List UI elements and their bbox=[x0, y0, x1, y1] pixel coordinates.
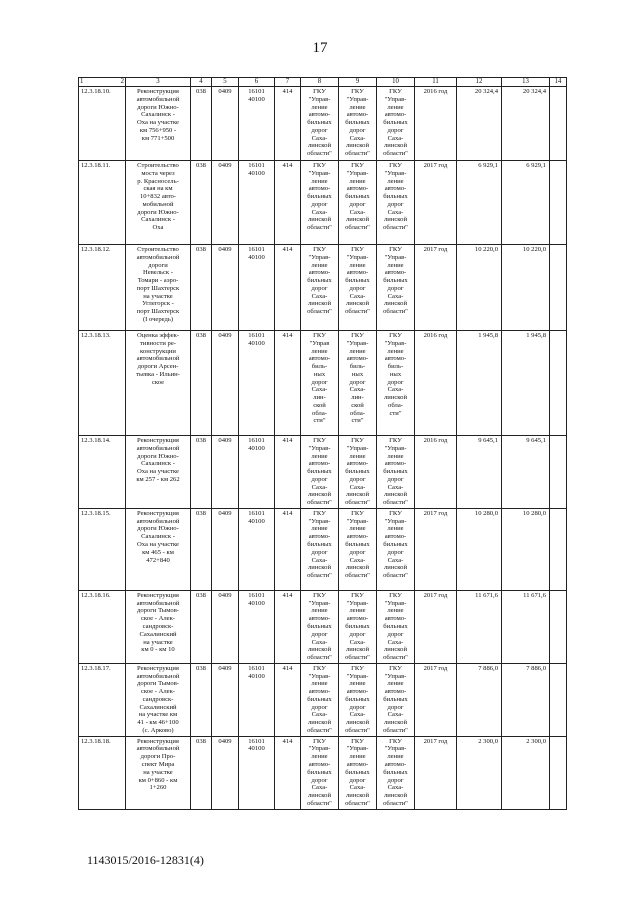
recipient-org-cell: ГКУ "Управ- ление автомо- биль- ных дорог Саха- линской обла- сти" bbox=[377, 331, 415, 436]
column-14-cell bbox=[550, 508, 567, 590]
row-number-cell: 12.3.18.11. bbox=[79, 161, 126, 245]
code-expense-type-cell: 414 bbox=[275, 245, 301, 331]
column-14-cell bbox=[550, 331, 567, 436]
table-row bbox=[79, 508, 567, 590]
code-target-cell: 16101 40100 bbox=[239, 590, 275, 663]
executor-org-cell: ГКУ "Управ- ление автомо- бильных дорог Саха- линской области" bbox=[339, 436, 377, 509]
code-expense-type-cell: 414 bbox=[275, 736, 301, 809]
amount-cell: 2 300,0 bbox=[457, 736, 502, 809]
code-038-cell: 038 bbox=[191, 331, 212, 436]
code-expense-type-cell: 414 bbox=[275, 161, 301, 245]
amount-total-cell: 10 220,0 bbox=[502, 245, 550, 331]
code-038-cell: 038 bbox=[191, 508, 212, 590]
amount-cell: 10 280,0 bbox=[457, 508, 502, 590]
executor-org-cell: ГКУ "Управ- ление автомо- бильных дорог Саха- линской области" bbox=[339, 245, 377, 331]
column-number-label: 1 bbox=[80, 78, 84, 85]
code-target-cell: 16101 40100 bbox=[239, 508, 275, 590]
row-number-cell: 12.3.18.12. bbox=[79, 245, 126, 331]
column-14-cell bbox=[550, 736, 567, 809]
amount-total-cell: 7 886,0 bbox=[502, 663, 550, 736]
amount-total-cell: 11 671,6 bbox=[502, 590, 550, 663]
code-section-cell: 0409 bbox=[212, 87, 239, 161]
column-number-label: 2 bbox=[120, 78, 124, 85]
column-14-cell bbox=[550, 245, 567, 331]
object-name-cell: Реконструкция автомобильной дороги Южно- Сахалинск - Оха на участке км 465 - км 472+840 bbox=[126, 508, 191, 590]
year-cell: 2016 год bbox=[415, 436, 457, 509]
code-target-cell: 16101 40100 bbox=[239, 331, 275, 436]
table-row bbox=[79, 331, 567, 436]
code-expense-type-cell: 414 bbox=[275, 331, 301, 436]
column-14-cell bbox=[550, 590, 567, 663]
code-expense-type-cell: 414 bbox=[275, 508, 301, 590]
object-name-cell: Оценка эффек- тивности ре- конструкции автомобильной дороги Арсен- тьевка - Ильин- ское bbox=[126, 331, 191, 436]
code-section-cell: 0409 bbox=[212, 508, 239, 590]
page-number: 17 bbox=[312, 40, 328, 56]
executor-org-cell: ГКУ "Управ- ление автомо- бильных дорог Саха- линской области" bbox=[339, 87, 377, 161]
column-14-cell bbox=[550, 436, 567, 509]
year-cell: 2016 год bbox=[415, 87, 457, 161]
recipient-org-cell: ГКУ "Управ- ление автомо- бильных дорог Саха- линской области" bbox=[377, 508, 415, 590]
row-number-cell: 12.3.18.13. bbox=[79, 331, 126, 436]
column-number-9: 10 bbox=[377, 78, 415, 87]
column-number-8: 9 bbox=[339, 78, 377, 87]
executor-org-cell: ГКУ "Управ- ление автомо- бильных дорог Саха- линской области" bbox=[339, 590, 377, 663]
row-number-cell: 12.3.18.16. bbox=[79, 590, 126, 663]
object-name-cell: Реконструкция автомобильной дороги Южно- Сахалинск - Оха на участке км 756+950 - км 771+500 bbox=[126, 87, 191, 161]
recipient-org-cell: ГКУ "Управ- ление автомо- бильных дорог Саха- линской области" bbox=[377, 245, 415, 331]
code-section-cell: 0409 bbox=[212, 436, 239, 509]
amount-cell: 6 929,1 bbox=[457, 161, 502, 245]
row-number-cell: 12.3.18.17. bbox=[79, 663, 126, 736]
table-row bbox=[79, 736, 567, 809]
code-038-cell: 038 bbox=[191, 245, 212, 331]
year-cell: 2017 год bbox=[415, 161, 457, 245]
code-expense-type-cell: 414 bbox=[275, 436, 301, 509]
code-expense-type-cell: 414 bbox=[275, 663, 301, 736]
row-number-cell: 12.3.18.15. bbox=[79, 508, 126, 590]
code-target-cell: 16101 40100 bbox=[239, 436, 275, 509]
code-section-cell: 0409 bbox=[212, 736, 239, 809]
year-cell: 2016 год bbox=[415, 331, 457, 436]
customer-org-cell: ГКУ "Управ- ление автомо- бильных дорог Саха- линской области" bbox=[301, 245, 339, 331]
row-number-cell: 12.3.18.18. bbox=[79, 736, 126, 809]
code-expense-type-cell: 414 bbox=[275, 590, 301, 663]
column-number-3: 4 bbox=[191, 78, 212, 87]
executor-org-cell: ГКУ "Управ- ление автомо- бильных дорог Саха- линской области" bbox=[339, 508, 377, 590]
code-section-cell: 0409 bbox=[212, 590, 239, 663]
amount-total-cell: 10 280,0 bbox=[502, 508, 550, 590]
recipient-org-cell: ГКУ "Управ- ление автомо- бильных дорог Саха- линской области" bbox=[377, 161, 415, 245]
year-cell: 2017 год bbox=[415, 590, 457, 663]
customer-org-cell: ГКУ "Управ- ление автомо- бильных дорог Саха- линской области" bbox=[301, 736, 339, 809]
budget-table bbox=[78, 77, 567, 810]
customer-org-cell: ГКУ "Управ- ление автомо- бильных дорог Саха- линской области" bbox=[301, 663, 339, 736]
amount-cell: 10 220,0 bbox=[457, 245, 502, 331]
year-cell: 2017 год bbox=[415, 508, 457, 590]
amount-total-cell: 9 645,1 bbox=[502, 436, 550, 509]
column-number-11: 12 bbox=[457, 78, 502, 87]
customer-org-cell: ГКУ "Управ- ление автомо- бильных дорог Саха- линской области" bbox=[301, 508, 339, 590]
amount-total-cell: 2 300,0 bbox=[502, 736, 550, 809]
column-14-cell bbox=[550, 663, 567, 736]
document-footer-id: 1143015/2016-12831(4) bbox=[87, 853, 204, 867]
table-row bbox=[79, 161, 567, 245]
year-cell: 2017 год bbox=[415, 663, 457, 736]
amount-cell: 20 324,4 bbox=[457, 87, 502, 161]
table-body bbox=[79, 78, 567, 810]
object-name-cell: Реконструкция автомобильной дороги Тымов- ское - Алек- сандровск- Сахалинский на участке км 0 - км 10 bbox=[126, 590, 191, 663]
executor-org-cell: ГКУ "Управ- ление автомо- бильных дорог Саха- линской области" bbox=[339, 663, 377, 736]
customer-org-cell: ГКУ "Управ- ление автомо- бильных дорог Саха- линской области" bbox=[301, 436, 339, 509]
amount-total-cell: 20 324,4 bbox=[502, 87, 550, 161]
table-row bbox=[79, 590, 567, 663]
code-038-cell: 038 bbox=[191, 87, 212, 161]
object-name-cell: Реконструкция автомобильной дороги Про- спект Мира на участке км 0+860 - км 1+260 bbox=[126, 736, 191, 809]
code-target-cell: 16101 40100 bbox=[239, 87, 275, 161]
column-number-10: 11 bbox=[415, 78, 457, 87]
code-expense-type-cell: 414 bbox=[275, 87, 301, 161]
table-row bbox=[79, 436, 567, 509]
object-name-cell: Строительство автомобильной дороги Невельск - Томари - аэро- порт Шахтерск на участке Углегорск - порт Шахтерск (I очередь) bbox=[126, 245, 191, 331]
code-target-cell: 16101 40100 bbox=[239, 161, 275, 245]
code-target-cell: 16101 40100 bbox=[239, 245, 275, 331]
executor-org-cell: ГКУ "Управ- ление автомо- бильных дорог Саха- линской области" bbox=[339, 736, 377, 809]
amount-cell: 1 945,8 bbox=[457, 331, 502, 436]
executor-org-cell: ГКУ "Управ- ление автомо- бильных дорог Саха- линской области" bbox=[339, 161, 377, 245]
object-name-cell: Реконструкция автомобильной дороги Южно- Сахалинск - Оха на участке км 257 - км 262 bbox=[126, 436, 191, 509]
code-038-cell: 038 bbox=[191, 161, 212, 245]
year-cell: 2017 год bbox=[415, 736, 457, 809]
code-target-cell: 16101 40100 bbox=[239, 736, 275, 809]
code-section-cell: 0409 bbox=[212, 161, 239, 245]
object-name-cell: Строительство моста через р. Красносель- ская на км 10+832 авто- мобильной дороги Южно- Сахалинск - Оха bbox=[126, 161, 191, 245]
code-038-cell: 038 bbox=[191, 590, 212, 663]
column-14-cell bbox=[550, 87, 567, 161]
column-number-row bbox=[79, 78, 567, 87]
code-target-cell: 16101 40100 bbox=[239, 663, 275, 736]
recipient-org-cell: ГКУ "Управ- ление автомо- бильных дорог Саха- линской области" bbox=[377, 436, 415, 509]
code-section-cell: 0409 bbox=[212, 245, 239, 331]
column-number-6: 7 bbox=[275, 78, 301, 87]
recipient-org-cell: ГКУ "Управ- ление автомо- бильных дорог Саха- линской области" bbox=[377, 590, 415, 663]
customer-org-cell: ГКУ "Управ- ление автомо- бильных дорог Саха- линской области" bbox=[301, 87, 339, 161]
object-name-cell: Реконструкция автомобильной дороги Тымов- ское - Алек- сандровск- Сахалинский на участке км 41 - км 46+100 (с. Арково) bbox=[126, 663, 191, 736]
amount-total-cell: 6 929,1 bbox=[502, 161, 550, 245]
column-number-7: 8 bbox=[301, 78, 339, 87]
column-number-12: 13 bbox=[502, 78, 550, 87]
row-number-cell: 12.3.18.10. bbox=[79, 87, 126, 161]
recipient-org-cell: ГКУ "Управ- ление автомо- бильных дорог Саха- линской области" bbox=[377, 87, 415, 161]
executor-org-cell: ГКУ "Управ- ление автомо- биль- ных дорог Саха- лин- ской обла- сти" bbox=[339, 331, 377, 436]
code-section-cell: 0409 bbox=[212, 663, 239, 736]
amount-total-cell: 1 945,8 bbox=[502, 331, 550, 436]
recipient-org-cell: ГКУ "Управ- ление автомо- бильных дорог Саха- линской области" bbox=[377, 736, 415, 809]
customer-org-cell: ГКУ "Управ- ление автомо- бильных дорог Саха- линской области" bbox=[301, 161, 339, 245]
code-038-cell: 038 bbox=[191, 736, 212, 809]
column-number-5: 6 bbox=[239, 78, 275, 87]
amount-cell: 11 671,6 bbox=[457, 590, 502, 663]
table-row bbox=[79, 245, 567, 331]
code-section-cell: 0409 bbox=[212, 331, 239, 436]
recipient-org-cell: ГКУ "Управ- ление автомо- бильных дорог Саха- линской области" bbox=[377, 663, 415, 736]
year-cell: 2017 год bbox=[415, 245, 457, 331]
column-number-1 bbox=[79, 78, 126, 87]
customer-org-cell: ГКУ "Управ- ление автомо- бильных дорог Саха- линской области" bbox=[301, 590, 339, 663]
table-row bbox=[79, 87, 567, 161]
amount-cell: 9 645,1 bbox=[457, 436, 502, 509]
column-number-13: 14 bbox=[550, 78, 567, 87]
code-038-cell: 038 bbox=[191, 663, 212, 736]
row-number-cell: 12.3.18.14. bbox=[79, 436, 126, 509]
amount-cell: 7 886,0 bbox=[457, 663, 502, 736]
column-number-2: 3 bbox=[126, 78, 191, 87]
customer-org-cell: ГКУ "Управ ление автомо- биль- ных дорог Саха- лин- ской обла- сти" bbox=[301, 331, 339, 436]
table-row bbox=[79, 663, 567, 736]
column-number-4: 5 bbox=[212, 78, 239, 87]
column-14-cell bbox=[550, 161, 567, 245]
code-038-cell: 038 bbox=[191, 436, 212, 509]
